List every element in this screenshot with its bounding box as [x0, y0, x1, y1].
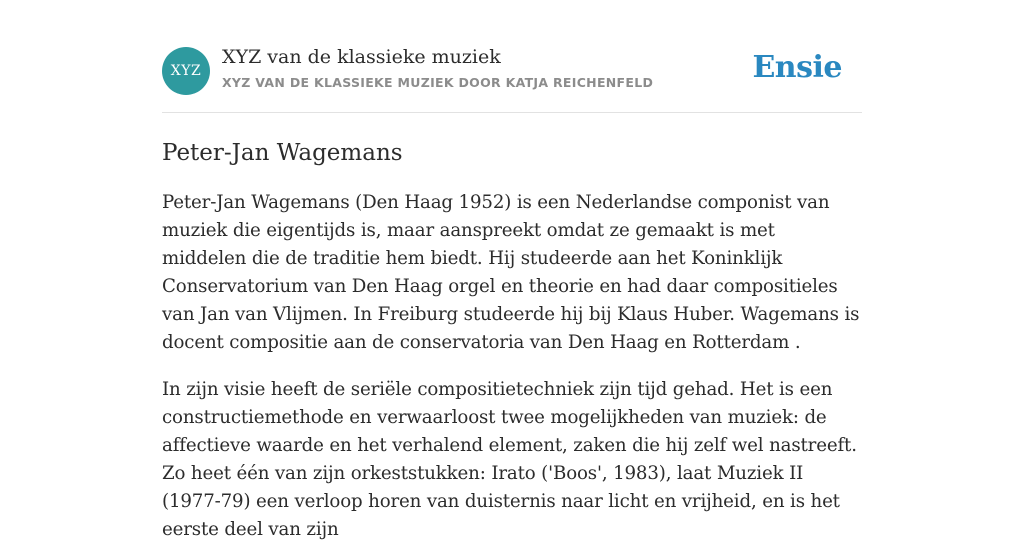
article-title: Peter-Jan Wagemans	[162, 140, 403, 166]
site-title[interactable]: XYZ van de klassieke muziek	[222, 46, 501, 68]
site-subtitle: XYZ VAN DE KLASSIEKE MUZIEK DOOR KATJA REICHENFELD	[222, 75, 654, 90]
article-paragraph-2: In zijn visie heeft de seriële compositietechniek zijn tijd gehad. Het is een constructiemethode en verwaarloost twee mogelijkheden van muziek: de affectieve waarde en het verhalend element, zaken die hij zelf wel nastreeft. Zo heet één van zijn orkeststukken: Irato ('Boos', 1983), laat Muziek II (1977-79) een verloop horen van duisternis naar licht en vrijheid, en is het eerste deel van zijn	[162, 379, 857, 540]
ensie-logo[interactable]: Ensie	[752, 50, 842, 85]
site-avatar[interactable]: XYZ	[162, 47, 210, 95]
article-paragraph-1: Peter-Jan Wagemans (Den Haag 1952) is een Nederlandse componist van muziek die eigentijds is, maar aanspreekt omdat ze gemaakt is met middelen die de traditie hem biedt. Hij studeerde aan het Koninklijk Conservatorium van Den Haag orgel en theorie en had daar compositieles van Jan van Vlijmen. In Freiburg studeerde hij bij Klaus Huber. Wagemans is docent compositie aan de conservatoria van Den Haag en Rotterdam .	[162, 192, 860, 353]
site-header	[162, 0, 862, 113]
page	[162, 0, 862, 544]
